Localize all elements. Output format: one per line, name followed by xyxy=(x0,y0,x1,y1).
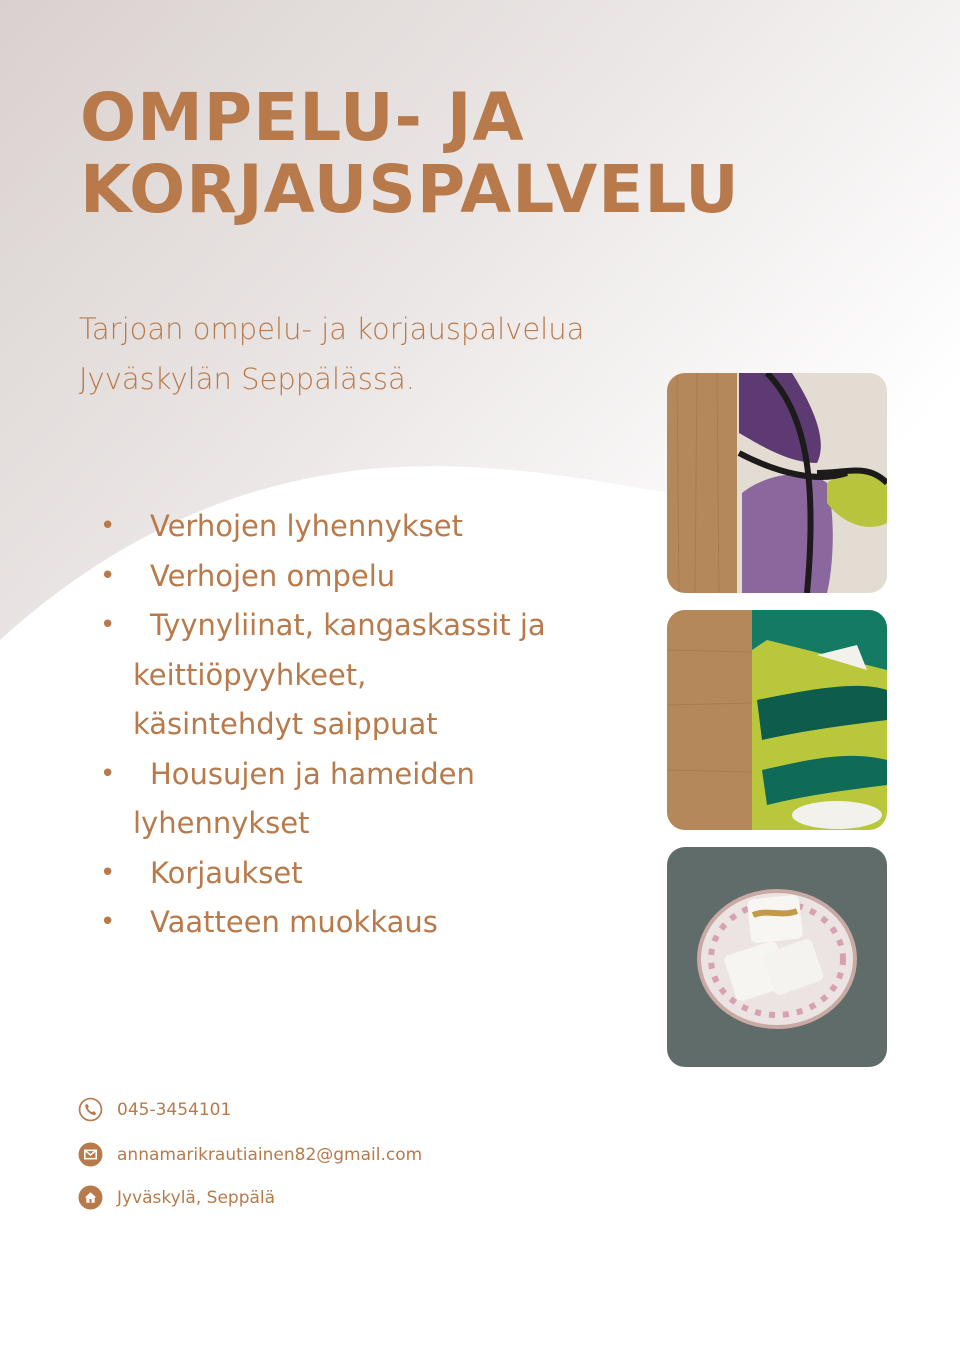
service-label: Vaatteen muokkaus xyxy=(150,905,438,939)
contact-phone[interactable] xyxy=(78,1097,231,1122)
list-item xyxy=(100,750,620,849)
intro-text: Tarjoan ompelu- ja korjauspalvelua Jyväskylän Seppälässä. xyxy=(79,312,585,396)
location-text: Jyväskylä, Seppälä xyxy=(117,1187,276,1208)
service-label-continued: lyhennykset xyxy=(133,806,310,840)
service-label: Korjaukset xyxy=(150,855,303,890)
email-icon xyxy=(78,1142,103,1167)
title-line-2: KORJAUSPALVELU xyxy=(80,151,740,228)
contact-email[interactable] xyxy=(78,1142,422,1167)
photo-purple-curtain xyxy=(667,373,887,593)
phone-number: 045-3454101 xyxy=(117,1099,232,1120)
home-icon xyxy=(78,1185,103,1210)
title-line-1: OMPELU- JA xyxy=(80,79,525,156)
service-label: Tyynyliinat, kangaskassit ja xyxy=(150,608,546,642)
photo-handmade-soaps xyxy=(667,847,887,1067)
page-title xyxy=(80,79,740,228)
email-address: annamarikrautiainen82@gmail.com xyxy=(117,1144,423,1165)
list-item xyxy=(100,502,620,552)
service-label-continued: keittiöpyyhkeet, xyxy=(133,657,367,692)
service-label: Verhojen ompelu xyxy=(150,558,396,593)
service-label: Verhojen lyhennykset xyxy=(150,509,463,543)
services-list xyxy=(100,502,620,948)
list-item xyxy=(100,552,620,602)
photo-green-fabric xyxy=(667,610,887,830)
list-item xyxy=(100,898,620,948)
contact-location xyxy=(78,1185,275,1210)
list-item xyxy=(100,601,620,750)
list-item xyxy=(100,849,620,899)
phone-icon xyxy=(78,1097,103,1122)
service-label-continued: käsintehdyt saippuat xyxy=(133,707,438,741)
service-label: Housujen ja hameiden xyxy=(150,756,475,791)
